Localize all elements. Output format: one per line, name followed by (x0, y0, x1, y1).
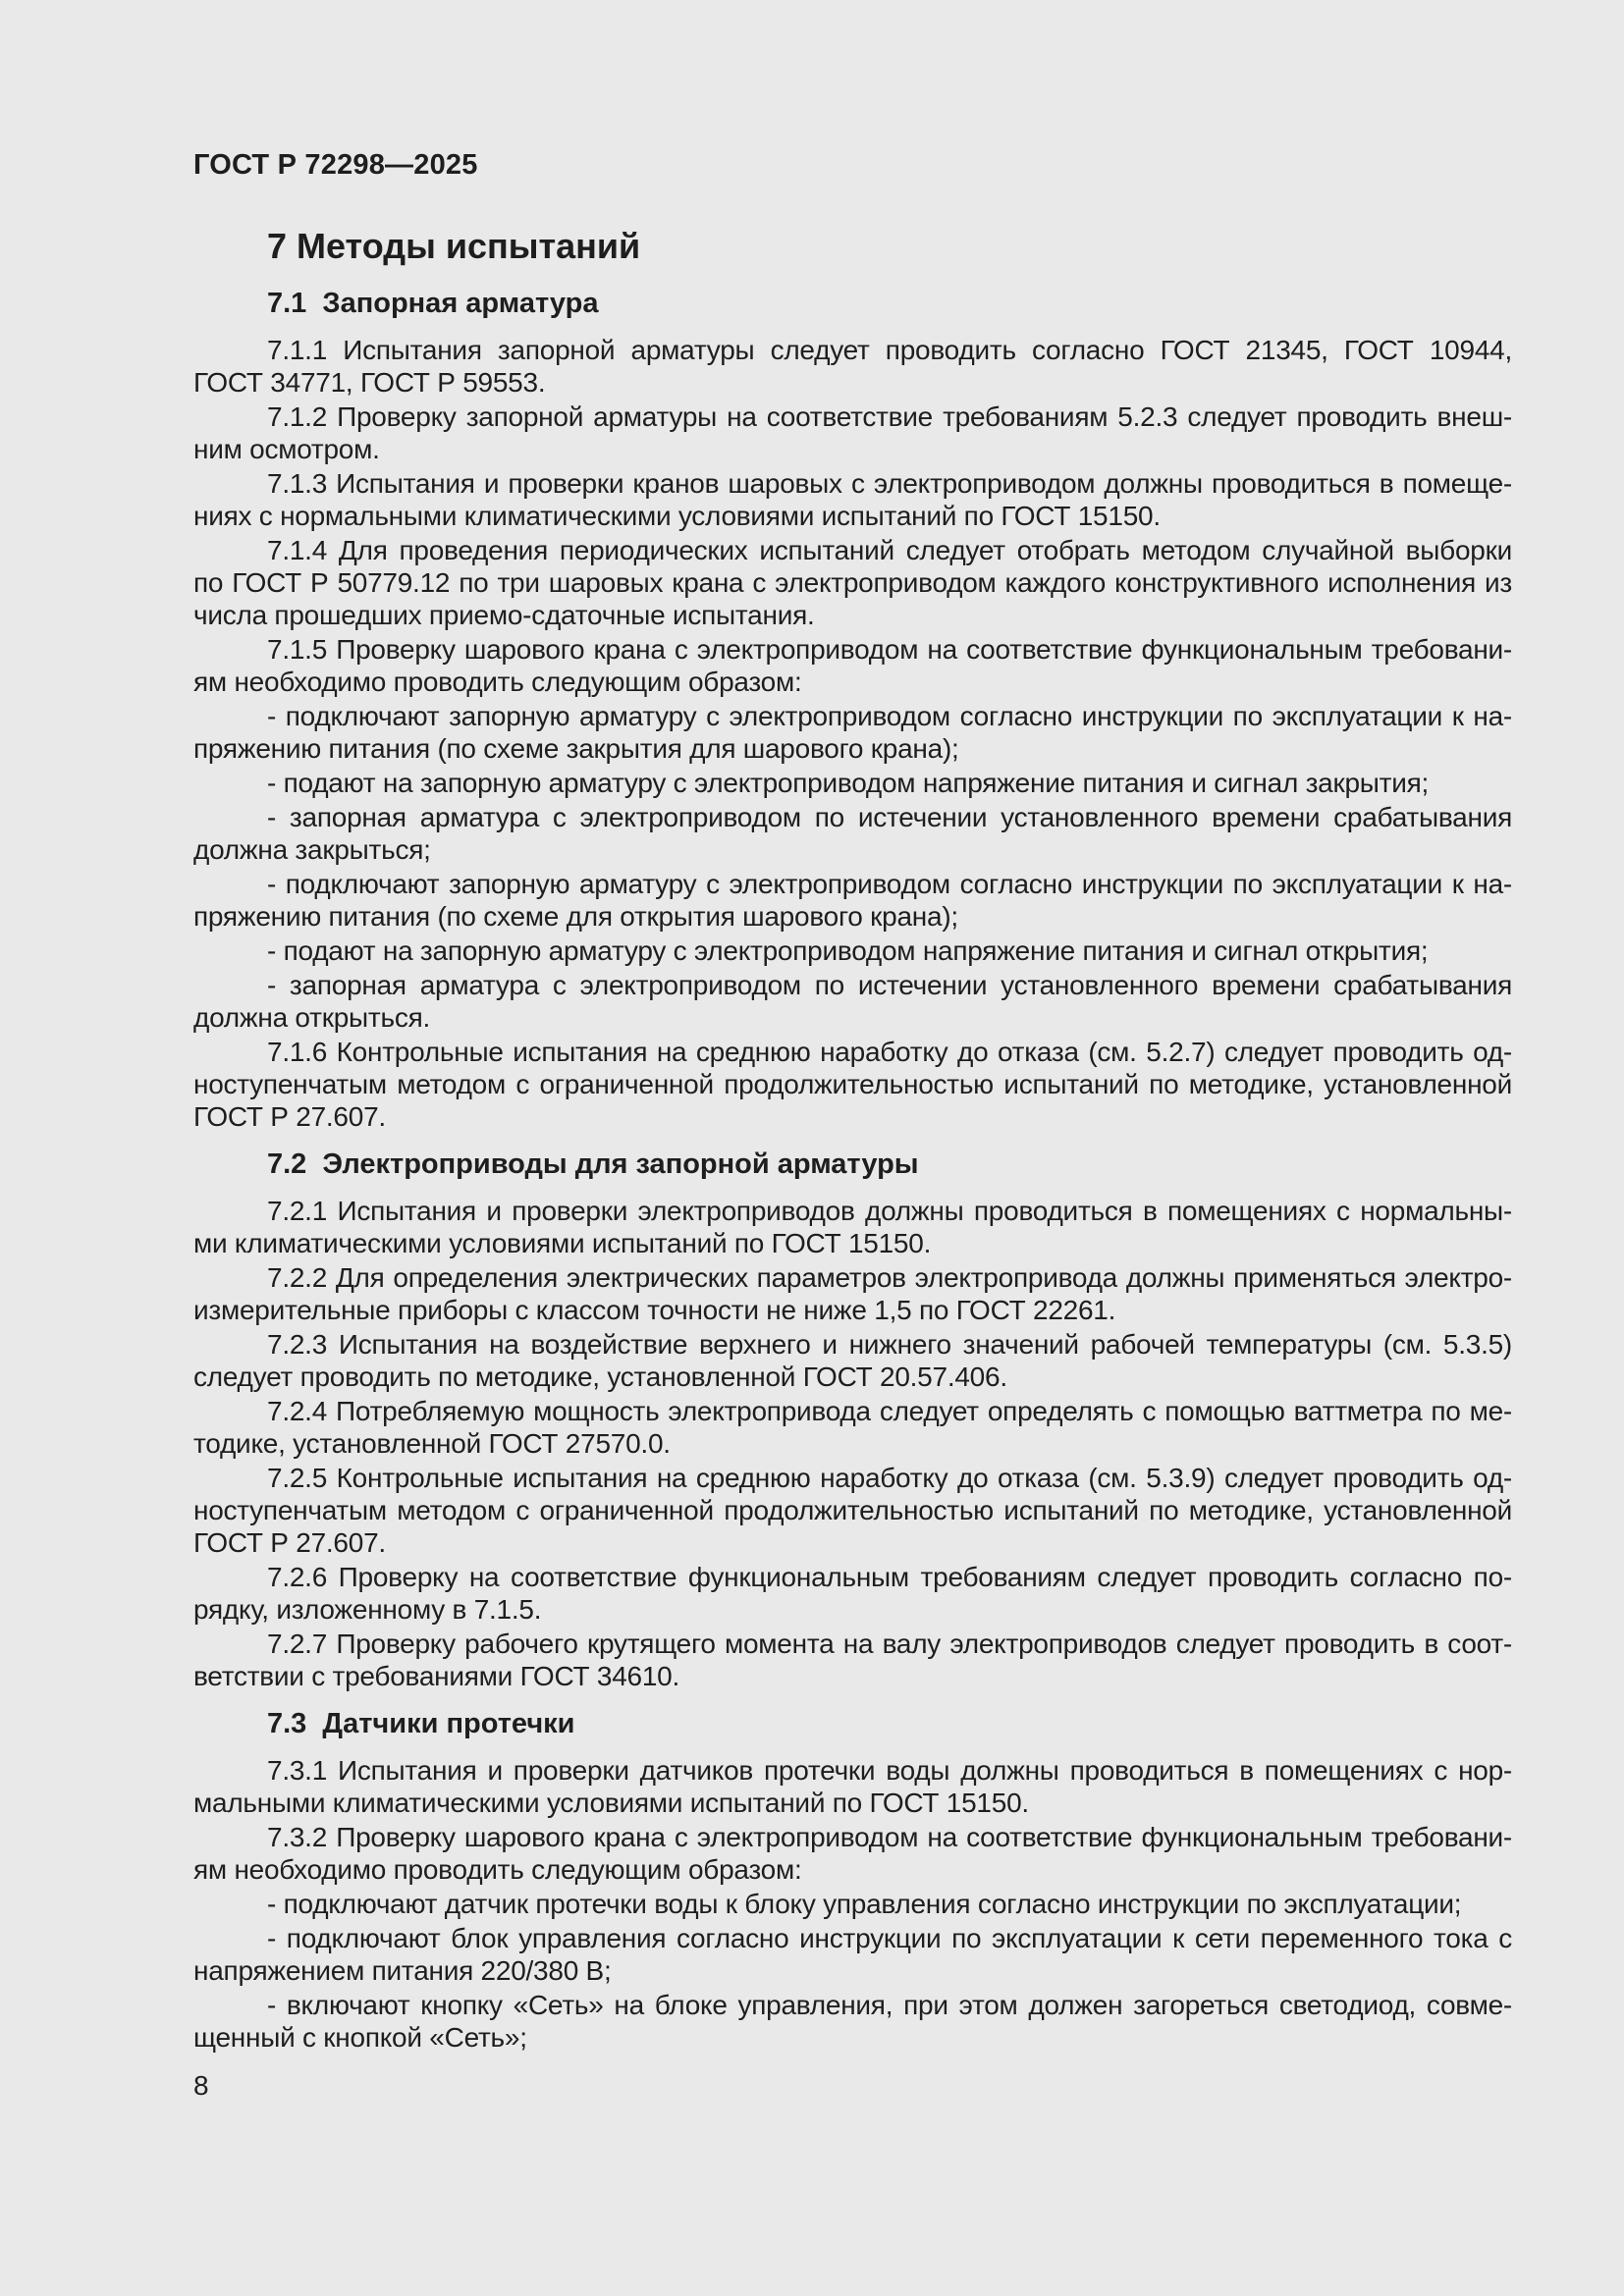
text-line: 7.1.6 Контрольные испытания на среднюю наработку до отказа (см. 5.2.7) следует проводить од- (267, 1037, 1512, 1067)
text-line: - подключают датчик протечки воды к блоку управления согласно инструкции по эксплуатации; (267, 1889, 1462, 1919)
paragraph (193, 1462, 1512, 1559)
text-line: ветствии с требованиями ГОСТ 34610. (193, 1661, 680, 1691)
text-line: 7.1.4 Для проведения периодических испытаний следует отобрать методом случайной выборки (267, 535, 1512, 565)
paragraph (193, 467, 1512, 532)
text-line: ГОСТ Р 27.607. (193, 1527, 386, 1558)
text-line: пряжению питания (по схеме для открытия шарового крана); (193, 901, 958, 932)
text-line: 7.2.5 Контрольные испытания на среднюю наработку до отказа (см. 5.3.9) следует проводить од- (267, 1463, 1512, 1493)
paragraph (193, 1754, 1512, 1819)
subsection-heading: 7.2 Электроприводы для запорной арматуры (267, 1148, 919, 1180)
paragraph (193, 400, 1512, 465)
text-line: - включают кнопку «Сеть» на блоке управления, при этом должен загореться светодиод, совме- (267, 1990, 1512, 2020)
paragraph (193, 1328, 1512, 1393)
paragraph (193, 1036, 1512, 1133)
text-line: тодике, установленной ГОСТ 27570.0. (193, 1428, 671, 1459)
text-line: числа прошедших приемо-сдаточные испытания. (193, 600, 815, 630)
paragraph (193, 767, 1512, 799)
text-line: ним осмотром. (193, 434, 380, 464)
text-line: ям необходимо проводить следующим образом: (193, 1854, 802, 1885)
text-line: должна открыться. (193, 1002, 431, 1033)
paragraph (193, 934, 1512, 967)
text-line: 7.2.1 Испытания и проверки электроприводов должны проводиться в помещениях с нормальны- (267, 1196, 1512, 1226)
text-line: следует проводить по методике, установленной ГОСТ 20.57.406. (193, 1362, 1007, 1392)
subsection-heading: 7.1 Запорная арматура (267, 288, 599, 319)
text-line: 7.2.2 Для определения электрических параметров электропривода должны применяться электро- (267, 1262, 1512, 1293)
section-title: 7 Методы испытаний (267, 226, 641, 266)
paragraph (193, 868, 1512, 933)
text-line: ноступенчатым методом с ограниченной продолжительностью испытаний по методике, установленной (193, 1069, 1512, 1099)
text-line: 7.2.3 Испытания на воздействие верхнего и нижнего значений рабочей температуры (см. 5.3.5) (267, 1329, 1512, 1360)
text-line: - подключают запорную арматуру с электроприводом согласно инструкции по эксплуатации к на- (267, 869, 1512, 899)
text-line: измерительные приборы с классом точности не ниже 1,5 по ГОСТ 22261. (193, 1295, 1116, 1325)
text-line: напряжением питания 220/380 В; (193, 1955, 612, 1986)
subsection-heading: 7.3 Датчики протечки (267, 1708, 575, 1739)
text-line: 7.3.1 Испытания и проверки датчиков протечки воды должны проводиться в помещениях с нор- (267, 1755, 1512, 1786)
text-line: - запорная арматура с электроприводом по истечении установленного времени срабатывания (267, 970, 1512, 1000)
text-line: должна закрыться; (193, 834, 431, 865)
paragraph (193, 1561, 1512, 1626)
paragraph (193, 1888, 1512, 1920)
paragraph (193, 700, 1512, 765)
paragraph (193, 1395, 1512, 1460)
paragraph (193, 1628, 1512, 1692)
text-line: ноступенчатым методом с ограниченной продолжительностью испытаний по методике, установленной (193, 1495, 1512, 1525)
text-line: - подают на запорную арматуру с электроприводом напряжение питания и сигнал открытия; (267, 935, 1429, 966)
text-line: ми климатическими условиями испытаний по ГОСТ 15150. (193, 1228, 932, 1258)
text-line: ГОСТ Р 27.607. (193, 1101, 386, 1132)
text-line: ям необходимо проводить следующим образом: (193, 667, 802, 697)
text-line: 7.2.4 Потребляемую мощность электропривода следует определять с помощью ваттметра по ме- (267, 1396, 1512, 1426)
text-line: ГОСТ 34771, ГОСТ Р 59553. (193, 367, 546, 398)
text-line: - подают на запорную арматуру с электроприводом напряжение питания и сигнал закрытия; (267, 768, 1430, 798)
text-line: 7.1.3 Испытания и проверки кранов шаровых с электроприводом должны проводиться в помеще- (267, 468, 1512, 499)
page-number: 8 (193, 2070, 209, 2101)
paragraph (193, 1922, 1512, 1987)
text-line: по ГОСТ Р 50779.12 по три шаровых крана с электроприводом каждого конструктивного исполнения из (193, 567, 1512, 598)
text-line: щенный с кнопкой «Сеть»; (193, 2022, 527, 2053)
text-line: 7.1.2 Проверку запорной арматуры на соответствие требованиям 5.2.3 следует проводить внеш- (267, 401, 1512, 432)
paragraph (193, 1821, 1512, 1886)
paragraph (193, 334, 1512, 399)
text-line: - подключают блок управления согласно инструкции по эксплуатации к сети переменного тока с (267, 1923, 1512, 1953)
paragraph (193, 1989, 1512, 2054)
text-line: ниях с нормальными климатическими условиями испытаний по ГОСТ 15150. (193, 501, 1161, 531)
text-line: 7.1.5 Проверку шарового крана с электроприводом на соответствие функциональным требовани- (267, 634, 1512, 665)
document-blocks (193, 288, 1512, 2054)
text-line: рядку, изложенному в 7.1.5. (193, 1594, 542, 1625)
text-line: - запорная арматура с электроприводом по истечении установленного времени срабатывания (267, 802, 1512, 832)
text-line: пряжению питания (по схеме закрытия для шарового крана); (193, 733, 959, 764)
standard-designation: ГОСТ Р 72298—2025 (193, 149, 478, 181)
text-line: 7.3.2 Проверку шарового крана с электроприводом на соответствие функциональным требовани- (267, 1822, 1512, 1852)
paragraph (193, 1195, 1512, 1259)
text-line: 7.1.1 Испытания запорной арматуры следует проводить согласно ГОСТ 21345, ГОСТ 10944, (267, 335, 1512, 365)
text-line: - подключают запорную арматуру с электроприводом согласно инструкции по эксплуатации к на- (267, 701, 1512, 731)
paragraph (193, 534, 1512, 631)
paragraph (193, 801, 1512, 866)
text-line: 7.2.6 Проверку на соответствие функциональным требованиям следует проводить согласно по- (267, 1562, 1512, 1592)
text-line: мальными климатическими условиями испытаний по ГОСТ 15150. (193, 1788, 1029, 1818)
paragraph (193, 1261, 1512, 1326)
paragraph (193, 969, 1512, 1034)
paragraph (193, 633, 1512, 698)
text-line: 7.2.7 Проверку рабочего крутящего момента на валу электроприводов следует проводить в соот- (267, 1629, 1512, 1659)
